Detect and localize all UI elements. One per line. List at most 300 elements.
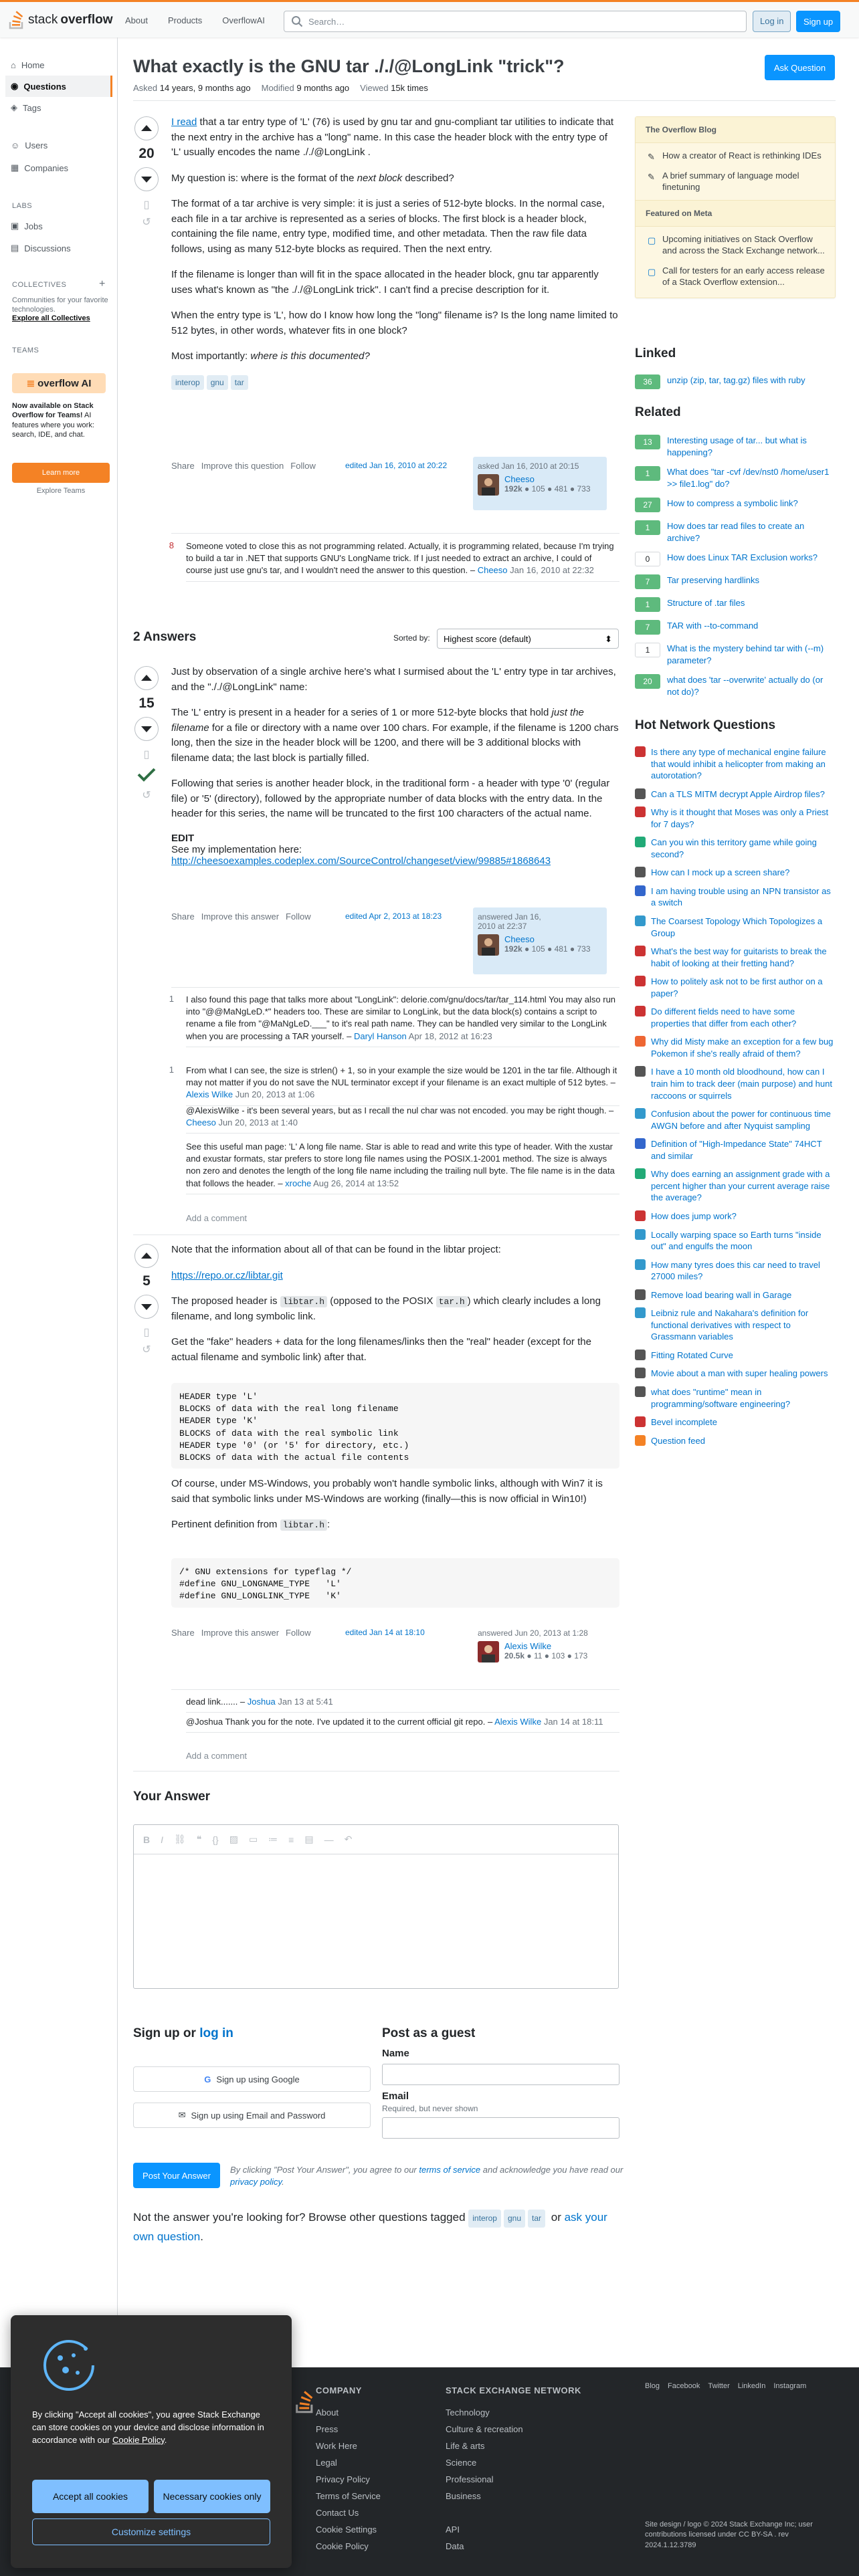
hnq-title[interactable]: How many tyres does this car need to travel 27000 miles? bbox=[651, 1259, 820, 1282]
blog-list bbox=[636, 143, 835, 200]
italic-icon[interactable]: I bbox=[161, 1834, 164, 1845]
footer-link[interactable]: Business bbox=[446, 2491, 481, 2501]
question-feed-link[interactable] bbox=[635, 1435, 836, 1447]
linked-title[interactable]: unzip (zip, tar, tag.gz) files with ruby bbox=[667, 375, 805, 385]
cookie-text: By clicking "Accept all cookies", you agree Stack Exchange can store cookies on your device and disclose information in accordance with our Cookie Policy. bbox=[32, 2409, 264, 2445]
hnq-item[interactable] bbox=[635, 946, 836, 969]
hnq-item[interactable] bbox=[635, 1036, 836, 1059]
improve-link[interactable]: Improve this answer bbox=[201, 911, 280, 922]
emphasis-text: next block bbox=[357, 172, 403, 184]
meta-item[interactable] bbox=[636, 261, 835, 292]
ask-question-button[interactable]: Ask Question bbox=[765, 55, 835, 80]
divider bbox=[171, 1689, 619, 1690]
linked-score: 36 bbox=[635, 374, 660, 389]
nav-about[interactable]: About bbox=[125, 15, 148, 25]
footer-link[interactable]: Life & arts bbox=[446, 2441, 485, 2451]
teams-heading: TEAMS bbox=[12, 346, 39, 354]
quote-icon[interactable]: ❝ bbox=[196, 1834, 202, 1844]
tag-interop[interactable]: interop bbox=[468, 2210, 501, 2228]
site-icon bbox=[635, 1350, 646, 1360]
hnq-item[interactable] bbox=[635, 1259, 836, 1283]
hnq-title[interactable]: Can a TLS MITM decrypt Apple Airdrop files? bbox=[651, 788, 825, 799]
comment-user[interactable]: Alexis Wilke bbox=[494, 1717, 542, 1727]
related-title[interactable]: Interesting usage of tar... but what is happening? bbox=[667, 435, 807, 457]
question-paragraph bbox=[171, 349, 619, 364]
comment-user[interactable]: Cheeso bbox=[186, 1117, 216, 1128]
bookmark-icon[interactable]: ▯ bbox=[143, 1327, 150, 1338]
hnq-title[interactable]: Why is it thought that Moses was only a Priest for 7 days? bbox=[651, 807, 829, 829]
asked-date: asked Jan 16, 2010 at 20:15 bbox=[478, 461, 579, 471]
ask-own-question-link[interactable]: ask your own question bbox=[133, 2211, 607, 2244]
downvote-button[interactable] bbox=[134, 1295, 159, 1319]
add-comment-link[interactable]: Add a comment bbox=[186, 1213, 248, 1223]
hnq-item[interactable] bbox=[635, 1416, 836, 1428]
email-field[interactable] bbox=[382, 2117, 619, 2139]
share-link[interactable]: Share bbox=[171, 1628, 195, 1638]
user-name[interactable]: Cheeso bbox=[504, 474, 535, 484]
vote-count: 15 bbox=[138, 695, 155, 711]
notice-text: and acknowledge you have read our bbox=[480, 2165, 624, 2175]
hnq-item[interactable] bbox=[635, 837, 836, 860]
share-link[interactable]: Share bbox=[171, 461, 195, 471]
plus-icon[interactable]: + bbox=[99, 278, 106, 290]
necessary-cookies-button[interactable]: Necessary cookies only bbox=[154, 2480, 270, 2513]
answer1-body bbox=[171, 665, 619, 867]
sorted-by-label: Sorted by: bbox=[393, 633, 430, 643]
sidebar-item-home[interactable] bbox=[5, 54, 112, 76]
snippet-icon[interactable]: ▭ bbox=[248, 1834, 258, 1844]
related-title[interactable]: Structure of .tar files bbox=[667, 598, 745, 609]
hnq-item[interactable] bbox=[635, 1066, 836, 1101]
edit-heading: EDIT bbox=[171, 832, 195, 844]
name-field[interactable] bbox=[382, 2064, 619, 2085]
sidebar-item-questions[interactable] bbox=[5, 76, 112, 97]
divider bbox=[133, 1771, 619, 1772]
footer-link[interactable]: Press bbox=[316, 2424, 339, 2434]
paragraph-text: My question is: where is the format of the bbox=[171, 172, 357, 184]
footer-social-link[interactable]: Twitter bbox=[708, 2382, 730, 2390]
footer-link[interactable]: Data bbox=[446, 2541, 464, 2551]
related-heading: Related bbox=[635, 405, 681, 419]
related-score: 20 bbox=[635, 674, 660, 689]
related-item[interactable] bbox=[635, 574, 836, 589]
footer-social-link[interactable]: LinkedIn bbox=[737, 2382, 766, 2390]
footer-link[interactable] bbox=[446, 2504, 581, 2521]
user-icon: ☺ bbox=[11, 140, 20, 150]
hnq-title[interactable]: Do different fields need to have some properties that differ from each other? bbox=[651, 1006, 797, 1029]
hnq-title[interactable]: How can I mock up a screen share? bbox=[651, 867, 790, 878]
related-title[interactable]: What is the mystery behind tar with (--m) parameter? bbox=[667, 643, 824, 665]
hnq-item[interactable] bbox=[635, 746, 836, 782]
top-nav bbox=[117, 11, 273, 29]
footer-company-heading: COMPANY bbox=[316, 2385, 362, 2395]
post-answer-button[interactable]: Post Your Answer bbox=[133, 2163, 220, 2188]
asked-info bbox=[133, 83, 251, 93]
page-title[interactable]: What exactly is the GNU tar ././@LongLink "trick"? bbox=[133, 56, 565, 76]
stack-logo-icon[interactable] bbox=[294, 2389, 316, 2416]
site-icon bbox=[635, 746, 646, 757]
logo-text-stack: stack bbox=[28, 13, 58, 27]
blog-item-label: A brief summary of language model finetuning bbox=[662, 170, 799, 193]
modified-label: Modified bbox=[261, 83, 294, 93]
building-icon: ▦ bbox=[11, 163, 19, 173]
footer-link[interactable]: Legal bbox=[316, 2458, 337, 2468]
implementation-link[interactable]: http://cheesoexamples.codeplex.com/SourceControl/changeset/view/99885#1868643 bbox=[171, 855, 551, 867]
add-comment-link[interactable]: Add a comment bbox=[186, 1751, 248, 1761]
blog-item[interactable] bbox=[636, 166, 835, 197]
bullet-list-icon[interactable]: ≡ bbox=[288, 1834, 294, 1845]
arrow-up-icon bbox=[140, 122, 153, 134]
libtar-link[interactable]: https://repo.or.cz/libtar.git bbox=[171, 1269, 283, 1281]
blog-item[interactable] bbox=[636, 146, 835, 166]
site-icon bbox=[635, 976, 646, 986]
user-name[interactable]: Cheeso bbox=[504, 934, 535, 944]
related-item[interactable] bbox=[635, 435, 836, 458]
hnq-title[interactable]: Remove load bearing wall in Garage bbox=[651, 1289, 792, 1300]
related-title[interactable]: How does Linux TAR Exclusion works? bbox=[667, 552, 818, 563]
user-info bbox=[478, 474, 602, 494]
post-notice: By clicking "Post Your Answer", you agree to our terms of service and acknowledge you have read our privacy policy. bbox=[230, 2165, 624, 2187]
sidebar-item-label: Tags bbox=[23, 102, 41, 113]
footer-legal: Site design / logo © 2024 Stack Exchange Inc; user contributions licensed under CC BY-SA . rev 2024.1.12.3789 bbox=[645, 2520, 813, 2549]
stackoverflow-logo[interactable] bbox=[8, 10, 112, 30]
hnq-item[interactable] bbox=[635, 1350, 836, 1362]
email-signup-label: Sign up using Email and Password bbox=[191, 2110, 326, 2121]
tag-icon: ◈ bbox=[11, 102, 17, 112]
hnq-title[interactable]: Fitting Rotated Curve bbox=[651, 1350, 733, 1360]
related-score: 1 bbox=[635, 466, 660, 481]
comment-user[interactable]: Joshua bbox=[247, 1697, 276, 1707]
google-signup-button[interactable] bbox=[133, 2066, 371, 2092]
avatar[interactable] bbox=[478, 474, 499, 496]
question-vote bbox=[133, 116, 160, 229]
hnq-item[interactable] bbox=[635, 1289, 836, 1301]
hnq-item[interactable] bbox=[635, 807, 836, 830]
briefcase-icon: ▣ bbox=[11, 221, 19, 231]
code-icon[interactable]: {} bbox=[212, 1834, 219, 1845]
signup-button[interactable]: Sign up bbox=[796, 11, 840, 32]
not-found-or: or bbox=[548, 2211, 565, 2224]
related-score: 1 bbox=[635, 643, 660, 657]
hnq-item[interactable] bbox=[635, 1368, 836, 1380]
footer-link[interactable]: Contact Us bbox=[316, 2508, 359, 2518]
email-icon: ✉ bbox=[178, 2110, 186, 2120]
answer-paragraph: Pertinent definition from libtar.h : bbox=[171, 1519, 330, 1530]
hnq-item[interactable] bbox=[635, 1108, 836, 1132]
undo-icon[interactable]: ↶ bbox=[344, 1834, 353, 1844]
comment: I also found this page that talks more about "LongLink": delorie.com/gnu/docs/tar/tar_114.html You may also run into "@@MaNgLeD.*" headers too. These are similar to LongLink, but the data block(s) contains a script to rename a file from "@MaNgLeD.___" to it's real path name. They can be handled very similar to the LongLink when you are processing a TAR yourself. – Daryl Hanson Apr 18, 2012 at 16:23 bbox=[186, 990, 619, 1047]
answered-date: answered Jan 16, 2010 at 22:37 bbox=[478, 912, 541, 931]
upvote-button[interactable] bbox=[134, 666, 159, 690]
bookmark-icon[interactable]: ▯ bbox=[143, 199, 150, 211]
hnq-item[interactable] bbox=[635, 916, 836, 939]
login-button[interactable]: Log in bbox=[753, 11, 791, 32]
upvote-button[interactable] bbox=[134, 1244, 159, 1268]
link-icon[interactable]: ⛓ bbox=[174, 1834, 186, 1844]
bold-icon[interactable]: B bbox=[143, 1834, 151, 1845]
heading-icon[interactable]: ▤ bbox=[304, 1834, 314, 1844]
hnq-item[interactable] bbox=[635, 1006, 836, 1029]
hnq-title[interactable]: Definition of "High-Impedance State" 74HCT and similar bbox=[651, 1139, 822, 1161]
login-link[interactable]: log in bbox=[199, 2026, 233, 2040]
cookie-policy-link[interactable]: Cookie Policy bbox=[112, 2434, 165, 2445]
footer-link[interactable]: Cookie Settings bbox=[316, 2525, 377, 2535]
sidebar-item-discussions[interactable] bbox=[5, 237, 112, 259]
hnq-item[interactable] bbox=[635, 1168, 836, 1204]
accept-cookies-button[interactable]: Accept all cookies bbox=[32, 2480, 149, 2513]
explore-collectives-link[interactable]: Explore all Collectives bbox=[12, 314, 90, 322]
footer-social-link[interactable]: Facebook bbox=[668, 2382, 700, 2390]
hnq-title[interactable]: Bevel incomplete bbox=[651, 1417, 717, 1428]
nav-products[interactable]: Products bbox=[167, 15, 203, 25]
customize-cookies-button[interactable]: Customize settings bbox=[32, 2518, 270, 2545]
pencil-icon: ✎ bbox=[648, 171, 655, 182]
top-bar bbox=[0, 0, 859, 37]
tag-tar[interactable]: tar bbox=[231, 375, 248, 390]
teams-promo-text: AI features where you work: search, IDE, and chat. bbox=[12, 411, 94, 439]
related-title[interactable]: How does tar read files to create an archive? bbox=[667, 521, 805, 543]
history-icon[interactable]: ↺ bbox=[142, 1344, 151, 1356]
hnq-item[interactable] bbox=[635, 788, 836, 800]
search-placeholder: Search… bbox=[308, 16, 345, 27]
footer-link[interactable]: Work Here bbox=[316, 2441, 357, 2451]
footer-link[interactable]: Terms of Service bbox=[316, 2491, 381, 2501]
comment-score: 1 bbox=[169, 994, 174, 1004]
hnq-heading: Hot Network Questions bbox=[635, 718, 776, 732]
hnq-title[interactable]: Why does earning an assignment grade with a percent higher than your current average raise the average? bbox=[651, 1169, 830, 1203]
hnq-item[interactable] bbox=[635, 976, 836, 999]
meta-item[interactable] bbox=[636, 229, 835, 261]
comment-user[interactable]: Alexis Wilke bbox=[186, 1089, 233, 1100]
question-meta bbox=[133, 83, 428, 93]
cookie-banner bbox=[11, 2315, 292, 2568]
related-list bbox=[635, 435, 836, 706]
sort-select[interactable] bbox=[437, 629, 619, 649]
avatar[interactable] bbox=[478, 1641, 499, 1662]
blog-item-label: How a creator of React is rethinking IDEs bbox=[662, 150, 822, 160]
rule-icon[interactable]: — bbox=[324, 1834, 334, 1845]
footer-link[interactable]: About bbox=[316, 2407, 339, 2418]
ordered-list-icon[interactable]: ≔ bbox=[268, 1834, 278, 1844]
user-info bbox=[478, 1641, 602, 1660]
email-note: Required, but never shown bbox=[382, 2104, 478, 2113]
related-item[interactable] bbox=[635, 597, 836, 612]
hnq-item[interactable] bbox=[635, 1307, 836, 1343]
hnq-title[interactable]: How does jump work? bbox=[651, 1210, 737, 1221]
rss-icon bbox=[635, 1435, 646, 1446]
tag-tar[interactable]: tar bbox=[528, 2210, 545, 2228]
hnq-title[interactable]: How to politely ask not to be first author on a paper? bbox=[651, 976, 823, 998]
footer-social-link[interactable]: Instagram bbox=[773, 2382, 807, 2390]
site-icon bbox=[635, 1307, 646, 1318]
improve-link[interactable]: Improve this question bbox=[201, 461, 284, 471]
improve-link[interactable]: Improve this answer bbox=[201, 1628, 280, 1638]
hnq-title[interactable]: Leibniz rule and Nakahara's definition for functional derivatives with respect to Grassmann variables bbox=[651, 1308, 809, 1342]
hnq-item[interactable] bbox=[635, 1386, 836, 1410]
related-item[interactable] bbox=[635, 643, 836, 666]
hnq-title[interactable]: what does "runtime" mean in programming/software engineering? bbox=[651, 1386, 791, 1409]
hnq-item[interactable] bbox=[635, 1210, 836, 1222]
linked-item[interactable] bbox=[635, 374, 836, 389]
edited-info[interactable]: edited Jan 14 at 18:10 bbox=[345, 1628, 425, 1637]
email-label: Email bbox=[382, 2090, 409, 2102]
comment-text: Someone voted to close this as not programming related. Actually, it is programming related, because I'm trying to build a tar in .NET that supports GNU's LongName trick. If I just needed to extract an archive, I could of course just use gnu's tar, and I wouldn't need the answer to this question. bbox=[186, 541, 614, 576]
related-score: 13 bbox=[635, 435, 660, 449]
badges: ● 105 ● 481 ● 733 bbox=[524, 484, 591, 494]
question-feed-label[interactable]: Question feed bbox=[651, 1435, 705, 1446]
privacy-link[interactable]: privacy policy bbox=[230, 2177, 282, 2187]
tag-gnu[interactable]: gnu bbox=[207, 375, 228, 390]
hnq-title[interactable]: Can you win this territory game while going second? bbox=[651, 837, 817, 859]
blog-heading: The Overflow Blog bbox=[636, 117, 835, 143]
answer2-vote bbox=[133, 1244, 160, 1356]
hnq-title[interactable]: What's the best way for guitarists to break the habit of looking at their fretting hand? bbox=[651, 946, 827, 968]
comment-score: 8 bbox=[169, 540, 174, 550]
site-icon bbox=[635, 867, 646, 877]
history-icon[interactable]: ↺ bbox=[142, 217, 151, 228]
chat-bubble-icon: ▢ bbox=[648, 266, 656, 277]
comment-date: Jan 13 at 5:41 bbox=[278, 1697, 333, 1707]
hnq-item[interactable] bbox=[635, 885, 836, 909]
chat-bubble-icon: ▢ bbox=[648, 235, 656, 245]
site-icon bbox=[635, 1368, 646, 1378]
downvote-button[interactable] bbox=[134, 167, 159, 191]
comment-score: 1 bbox=[169, 1065, 174, 1075]
hnq-title[interactable]: Locally warping space so Earth turns "inside out" and engulfs the moon bbox=[651, 1229, 822, 1252]
site-icon bbox=[635, 1036, 646, 1047]
email-signup-button[interactable] bbox=[133, 2103, 371, 2128]
share-link[interactable]: Share bbox=[171, 911, 195, 922]
answer-editor[interactable] bbox=[133, 1824, 619, 1989]
globe-icon: ◉ bbox=[11, 81, 19, 91]
related-title[interactable]: Tar preserving hardlinks bbox=[667, 575, 760, 586]
hnq-item[interactable] bbox=[635, 867, 836, 879]
related-item[interactable] bbox=[635, 674, 836, 697]
footer-link[interactable]: API bbox=[446, 2525, 460, 2535]
modified-value[interactable]: 9 months ago bbox=[296, 83, 350, 93]
read-link[interactable]: I read bbox=[171, 116, 197, 128]
comment-date: Jun 20, 2013 at 1:40 bbox=[218, 1117, 298, 1128]
cookie-text-body: By clicking "Accept all cookies", you agree Stack Exchange can store cookies on your device and disclose information in accordance with our bbox=[32, 2409, 264, 2445]
hnq-title[interactable]: I am having trouble using an NPN transistor as a switch bbox=[651, 885, 831, 908]
modified-info bbox=[262, 83, 350, 93]
explore-teams-link[interactable]: Explore Teams bbox=[36, 487, 86, 495]
sidebar-item-jobs[interactable] bbox=[5, 215, 112, 237]
hnq-title[interactable]: I have a 10 month old bloodhound, how can I train him to track deer (main purpose) and hunt raccoons or squirrels bbox=[651, 1067, 832, 1101]
question-paragraph: When the entry type is 'L', how do I know how long the "long" filename is? Is the long name limited to 512 bytes, in other words, whatever fits in one block? bbox=[171, 310, 618, 336]
follow-link[interactable]: Follow bbox=[286, 911, 311, 922]
answer-paragraph: Following that series is another header block, in the traditional form - a header with type '0' (regular file) or '5' (directory), followed by the appropriate number of data blocks with the entry data. In the header for this series, the name will be truncated to the first 100 characters of the actual name. bbox=[171, 778, 610, 819]
learn-more-button[interactable]: Learn more bbox=[12, 463, 110, 483]
site-icon bbox=[635, 1006, 646, 1016]
answer-paragraph: Note that the information about all of that can be found in the libtar project: bbox=[171, 1244, 501, 1255]
related-score: 7 bbox=[635, 574, 660, 589]
site-icon bbox=[635, 1259, 646, 1270]
search-input[interactable] bbox=[284, 11, 747, 32]
hnq-title[interactable]: The Coarsest Topology Which Topologizes a Group bbox=[651, 916, 823, 938]
footer-link[interactable]: Science bbox=[446, 2458, 477, 2468]
downvote-button[interactable] bbox=[134, 717, 159, 741]
hnq-title[interactable]: Why did Misty make an exception for a few bug Pokemon if she's really afraid of them? bbox=[651, 1037, 834, 1059]
editor-toolbar bbox=[134, 1825, 618, 1854]
viewed-info bbox=[360, 83, 428, 93]
hnq-title[interactable]: Is there any type of mechanical engine failure that would inhibit a helicopter from making an autorotation? bbox=[651, 747, 826, 781]
related-score: 1 bbox=[635, 597, 660, 612]
related-item[interactable] bbox=[635, 498, 836, 512]
site-icon bbox=[635, 1386, 646, 1397]
related-title[interactable]: What does "tar -cvf /dev/nst0 /home/user1 >> file1.log" do? bbox=[667, 467, 830, 489]
footer-link[interactable]: Technology bbox=[446, 2407, 490, 2418]
terms-link[interactable]: terms of service bbox=[419, 2165, 481, 2175]
hnq-item[interactable] bbox=[635, 1138, 836, 1162]
comment-text: See this useful man page: 'L' A long file name. Star is able to read and write this type of header. With the xustar and exustar formats, star prefers to store long file names using the POSIX.1-2001 method. The size is always non zero and denotes the length of the long file name including the trailing null byte. The file name is in the data that follows the header. bbox=[186, 1142, 615, 1188]
nav-overflowai[interactable]: OverflowAI bbox=[222, 15, 265, 25]
answer2-owner-card bbox=[473, 1624, 607, 1684]
follow-link[interactable]: Follow bbox=[286, 1628, 311, 1638]
sidebar-item-tags[interactable] bbox=[5, 97, 112, 118]
tag-list bbox=[171, 375, 619, 390]
hnq-title[interactable]: Movie about a man with super healing powers bbox=[651, 1368, 828, 1379]
edited-info[interactable]: edited Apr 2, 2013 at 18:23 bbox=[345, 911, 442, 921]
related-score: 27 bbox=[635, 498, 660, 512]
not-found-pre: Not the answer you're looking for? Browse other questions tagged bbox=[133, 2211, 469, 2224]
user-name[interactable]: Alexis Wilke bbox=[504, 1641, 552, 1651]
arrow-down-icon bbox=[140, 723, 153, 735]
related-item[interactable] bbox=[635, 466, 836, 490]
sidebar-item-label: Jobs bbox=[24, 221, 43, 231]
footer-link[interactable]: Culture & recreation bbox=[446, 2424, 523, 2434]
comment-user[interactable]: Daryl Hanson bbox=[354, 1031, 407, 1041]
tag-gnu[interactable]: gnu bbox=[504, 2210, 525, 2228]
related-item[interactable] bbox=[635, 552, 836, 566]
hnq-title[interactable]: Confusion about the power for continuous time AWGN before and after Nyquist sampling bbox=[651, 1109, 831, 1131]
answer1-vote bbox=[133, 666, 160, 802]
footer-link[interactable]: Privacy Policy bbox=[316, 2474, 370, 2484]
sidebar-item-companies[interactable] bbox=[5, 157, 112, 179]
upvote-button[interactable] bbox=[134, 116, 159, 140]
avatar[interactable] bbox=[478, 934, 499, 956]
related-title[interactable]: TAR with --to-command bbox=[667, 621, 759, 631]
image-icon[interactable]: ▨ bbox=[229, 1834, 238, 1844]
footer-link[interactable]: Cookie Policy bbox=[316, 2541, 369, 2551]
footer-social-link[interactable]: Blog bbox=[645, 2382, 660, 2390]
hnq-item[interactable] bbox=[635, 1229, 836, 1253]
related-item[interactable] bbox=[635, 520, 836, 544]
paragraph-text: Pertinent definition from bbox=[171, 1519, 280, 1530]
bookmark-icon[interactable]: ▯ bbox=[143, 749, 150, 760]
paragraph-text: Most importantly: bbox=[171, 350, 251, 362]
site-icon bbox=[635, 1289, 646, 1300]
tag-interop[interactable]: interop bbox=[171, 375, 204, 390]
comment-user[interactable]: Cheeso bbox=[477, 565, 508, 576]
paragraph-text: for a file or directory with a name over 100 chars. For example, if the filename is 1200 chars long, then the size in the header block will be 1200, and there will be 3 additional blocks with filename data; the last block is partially filled. bbox=[171, 722, 619, 764]
collectives-heading: COLLECTIVES bbox=[12, 281, 67, 289]
related-item[interactable] bbox=[635, 620, 836, 635]
sidebar-item-users[interactable] bbox=[5, 134, 112, 156]
follow-link[interactable]: Follow bbox=[290, 461, 316, 471]
logo-text-overflow: overflow bbox=[60, 13, 113, 27]
related-title[interactable]: what does 'tar --overwrite' actually do (or not do)? bbox=[667, 675, 824, 697]
comment-date: Jan 16, 2010 at 22:32 bbox=[510, 565, 594, 576]
arrow-down-icon bbox=[140, 1301, 153, 1313]
related-title[interactable]: How to compress a symbolic link? bbox=[667, 498, 798, 509]
paragraph-text: The proposed header is bbox=[171, 1295, 280, 1307]
history-icon[interactable]: ↺ bbox=[142, 790, 151, 801]
footer-link[interactable]: Professional bbox=[446, 2474, 494, 2484]
edited-info[interactable]: edited Jan 16, 2010 at 20:22 bbox=[345, 461, 448, 470]
site-icon bbox=[635, 788, 646, 799]
comment-user[interactable]: xroche bbox=[285, 1178, 312, 1188]
